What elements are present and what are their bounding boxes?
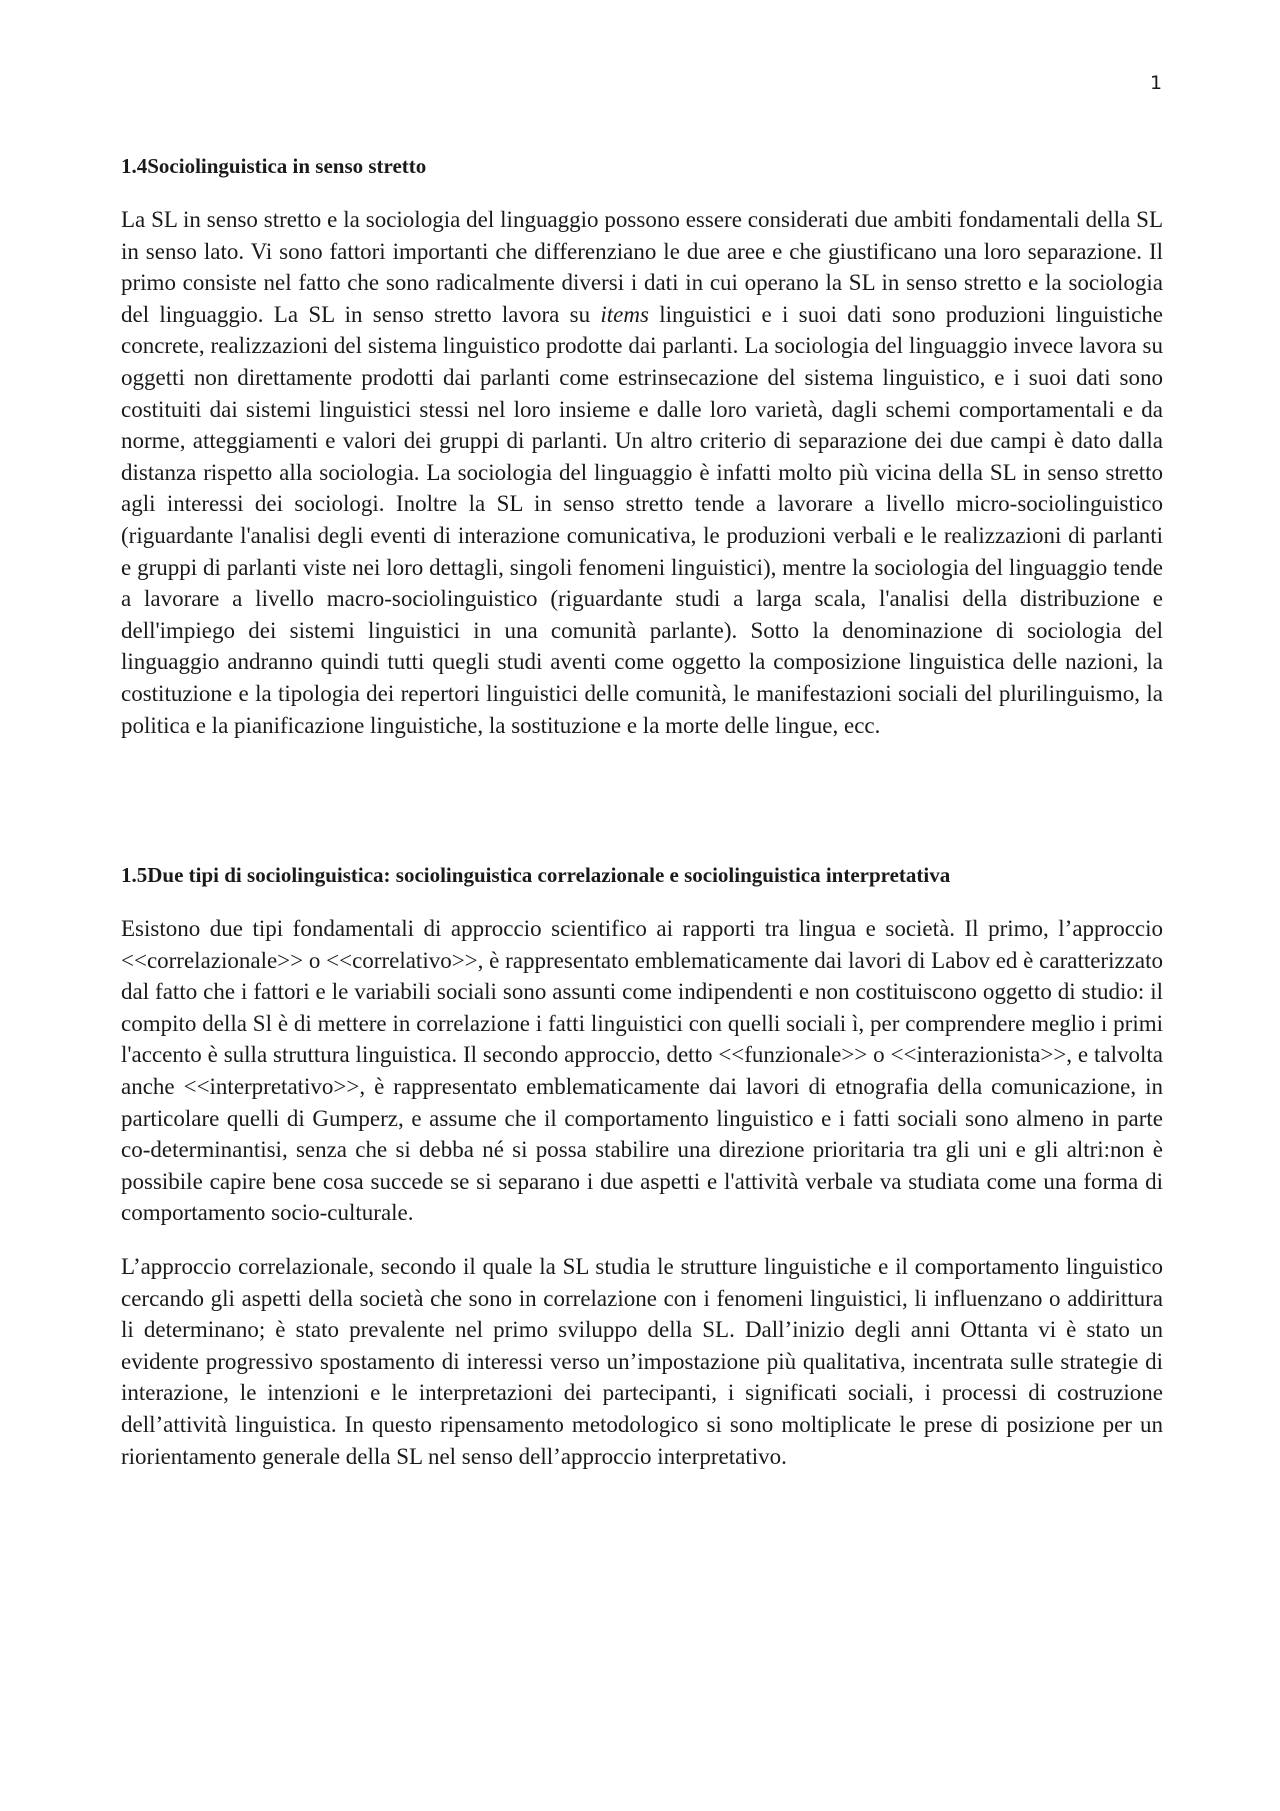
body-paragraph: L’approccio correlazionale, secondo il quale la SL studia le strutture linguistiche e il comportamento linguistico cercando gli aspetti della società che sono in correlazione con i fenomeni linguistici, li influenzano o addirittura li determinano; è stato prevalente nel primo sviluppo della SL. Dall’inizio degli anni Ottanta vi è stato un evidente progressivo spostamento di interessi verso un’impostazione più qualitativa, incentrata sulle strategie di interazione, le intenzioni e le interpretazioni dei partecipanti, i significati sociali, i processi di costruzione dell’attività linguistica. In questo ripensamento metodologico si sono moltiplicate le prese di posizione per un riorientamento generale della SL nel senso dell’approccio interpretativo. — [121, 1254, 1163, 1469]
paragraph-text: La SL in senso stretto e la sociologia del linguaggio possono essere considerati due ambiti fondamentali della SL in senso lato. Vi sono fattori importanti che differenziano le due aree e che giustificano una loro separazione. Il primo consiste nel fatto che sono radicalmente diversi i dati in cui operano la SL in senso stretto e la sociologia del linguaggio. La SL in senso stretto lavora su — [121, 207, 1163, 327]
italic-term: items — [600, 301, 649, 327]
section-heading: 1.4Sociolinguistica in senso stretto — [121, 154, 427, 178]
body-paragraph — [121, 204, 1163, 741]
section-1-4 — [121, 152, 1163, 741]
section-1-5 — [121, 861, 1163, 1472]
paragraph-text: linguistici e i suoi dati sono produzioni linguistiche concrete, realizzazioni del sistema linguistico prodotte dai parlanti. La sociologia del linguaggio invece lavora su oggetti non direttamente prodotti dai parlanti come estrinsecazione del sistema linguistico, e i suoi dati sono costituiti dai sistemi linguistici stessi nel loro insieme e dalle loro varietà, dagli schemi comportamentali e da norme, atteggiamenti e valori dei gruppi di parlanti. Un altro criterio di separazione dei due campi è dato dalla distanza rispetto alla sociologia. La sociologia del linguaggio è infatti molto più vicina della SL in senso stretto agli interessi dei sociologi. Inoltre la SL in senso stretto tende a lavorare a livello micro-sociolinguistico (riguardante l'analisi degli eventi di interazione comunicativa, le produzioni verbali e le realizzazioni di parlanti e gruppi di parlanti viste nei loro dettagli, singoli fenomeni linguistici), mentre la sociologia del linguaggio tende a lavorare a livello macro-sociolinguistico (riguardante studi a larga scala, l'analisi della distribuzione e dell'impiego dei sistemi linguistici in una comunità parlante). Sotto la denominazione di sociologia del linguaggio andranno quindi tutti quegli studi aventi come oggetto la composizione linguistica delle nazioni, la costituzione e la tipologia dei repertori linguistici delle comunità, le manifestazioni sociali del plurilinguismo, la politica e la pianificazione linguistiche, la sostituzione e la morte delle lingue, ecc. — [121, 301, 1163, 738]
section-heading: 1.5Due tipi di sociolinguistica: sociolinguistica correlazionale e sociolinguistica interpretativa — [121, 863, 951, 888]
document-body — [121, 152, 1163, 1472]
page-number: 1 — [1150, 72, 1163, 94]
body-paragraph: Esistono due tipi fondamentali di approccio scientifico ai rapporti tra lingua e società. Il primo, l’approccio <<correlazionale>> o <<correlativo>>, è rappresentato emblematicamente dai lavori di Labov ed è caratterizzato dal fatto che i fattori e le variabili sociali sono assunti come indipendenti e non costituiscono oggetto di studio: il compito della Sl è di mettere in correlazione i fatti linguistici con quelli sociali ì, per comprendere meglio i primi l'accento è sulla struttura linguistica. Il secondo approccio, detto <<funzionale>> o <<interazionista>>, e talvolta anche <<interpretativo>>, è rappresentato emblematicamente dai lavori di etnografia della comunicazione, in particolare quelli di Gumperz, e assume che il comportamento linguistico e i fatti sociali sono almeno in parte co-determinantisi, senza che si debba né si possa stabilire una direzione prioritaria tra gli uni e gli altri:non è possibile capire bene cosa succede se si separano i due aspetti e l'attività verbale va studiata come una forma di comportamento socio-culturale. — [121, 916, 1163, 1226]
